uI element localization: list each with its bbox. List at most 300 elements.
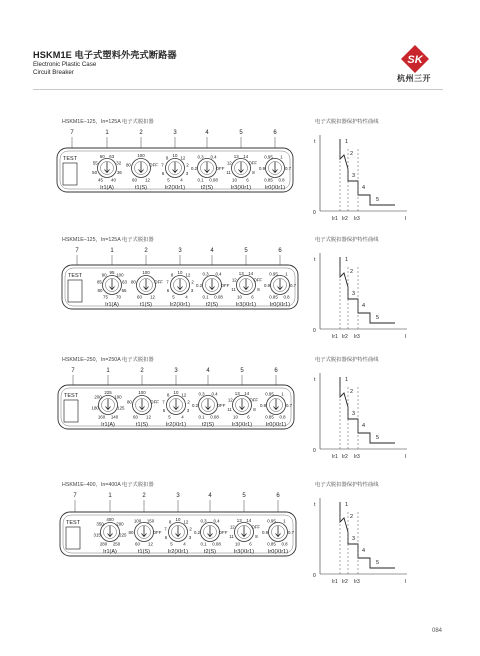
- dial-scale-value: OFF: [154, 279, 163, 285]
- curve-axis-tick: Ir3: [354, 334, 360, 340]
- dial-scale-value: 60: [137, 294, 142, 300]
- axis-t-label: t: [314, 139, 316, 145]
- dial-scale-value: 350: [96, 521, 104, 527]
- dial-label: t2(S): [206, 302, 218, 308]
- callout-number: 3: [174, 368, 178, 374]
- dial-scale-value: 250: [112, 541, 121, 547]
- dial-scale-value: 0.4: [215, 271, 222, 277]
- dial-scale-value: 0.08: [210, 414, 219, 420]
- header-title: HSKM1E 电子式塑料外壳式断路器: [33, 50, 177, 60]
- protection-curve: [312, 367, 412, 467]
- dial-scale-value: 180: [91, 405, 99, 411]
- dial-scale-value: 7: [161, 162, 164, 168]
- rotary-dial[interactable]: [132, 159, 151, 178]
- dial-scale-value: 100: [138, 390, 146, 395]
- callout-number: 4: [208, 493, 212, 499]
- protection-curve: [312, 129, 412, 229]
- curve-segment-number: 3: [352, 291, 356, 297]
- dial-scale-value: 8: [165, 155, 169, 161]
- dial-scale-value: 6: [247, 414, 250, 420]
- dial-scale-value: 140: [110, 414, 119, 420]
- curve-segment-number: 2: [350, 269, 354, 275]
- curve-title: 电子式脱扣器保护特性曲线: [315, 119, 379, 125]
- rotary-dial[interactable]: [271, 276, 290, 295]
- origin-label: 0: [313, 328, 316, 334]
- callout-number: 7: [75, 248, 79, 254]
- dial-label: Ir3(XIr1): [230, 185, 252, 191]
- curve-segment-number: 4: [362, 303, 366, 309]
- section-label: HSKM1E–125，In=125A 电子式脱扣器: [62, 119, 154, 125]
- callout-number: 6: [276, 493, 280, 499]
- dial-scale-value: 160: [97, 414, 106, 420]
- rotary-dial[interactable]: [199, 396, 218, 415]
- dial-scale-value: OFF: [251, 524, 261, 530]
- dial-scale-value: 4: [185, 294, 188, 300]
- page-number: 084: [432, 628, 443, 634]
- origin-label: 0: [313, 573, 316, 579]
- dial-scale-value: 80: [97, 287, 103, 293]
- curve-segment-number: 1: [345, 257, 349, 263]
- dial-scale-value: OFF: [215, 166, 225, 171]
- trip-curve-line: [340, 139, 395, 205]
- dial-scale-value: 0.85: [264, 177, 273, 183]
- dial-scale-value: 0.08: [214, 294, 223, 300]
- dial-label: Ir2(XIr1): [165, 422, 187, 428]
- dial-scale-value: 0.2: [193, 530, 201, 535]
- dial-scale-value: 0.95: [269, 271, 278, 277]
- dial-scale-value: OFF: [152, 530, 162, 535]
- test-label: TEST: [68, 273, 83, 279]
- curve-segment-number: 1: [345, 377, 349, 383]
- curve-segment-number: 3: [352, 536, 356, 542]
- curve-segment-number: 2: [350, 151, 354, 157]
- dial-scale-value: 13: [236, 517, 242, 523]
- trip-unit-panel: [52, 363, 312, 468]
- dial-label: Ir1(A): [100, 185, 114, 191]
- trip-curve-line: [340, 257, 395, 323]
- dial-scale-value: 0.2: [190, 166, 198, 171]
- dial-scale-value: 55: [92, 160, 98, 166]
- dial-scale-value: 12: [181, 392, 187, 398]
- dial-scale-value: 0.2: [191, 403, 199, 408]
- axis-t-label: t: [314, 257, 316, 263]
- dial-scale-value: 0.9: [263, 283, 271, 288]
- dial-scale-value: 1: [285, 271, 288, 277]
- trip-unit-panel: [51, 125, 311, 230]
- dial-scale-value: 10: [233, 414, 238, 420]
- curve-axis-tick: Ir3: [354, 216, 360, 222]
- dial-label: t1(S): [140, 302, 152, 308]
- dial-scale-value: 0.08: [212, 541, 221, 547]
- test-label: TEST: [63, 156, 78, 162]
- curve-axis-tick: Ir1: [332, 454, 338, 460]
- dial-scale-value: 10: [172, 153, 178, 158]
- dial-scale-value: 150: [146, 518, 155, 524]
- dial-scale-value: 4: [180, 177, 183, 183]
- rotary-dial[interactable]: [198, 159, 217, 178]
- dial-scale-value: OFF: [218, 530, 228, 535]
- dial-label: t2(S): [204, 549, 216, 555]
- curve-segment-number: 3: [352, 173, 356, 179]
- rotary-dial[interactable]: [103, 276, 122, 295]
- dial-scale-value: 6: [161, 170, 165, 176]
- dial-scale-value: 14: [246, 517, 252, 523]
- trip-unit-panel: [54, 488, 314, 593]
- curve-title: 电子式脱扣器保护特性曲线: [315, 357, 379, 363]
- dial-scale-value: 8: [170, 272, 174, 278]
- dial-label: Ir3(XIr1): [235, 302, 257, 308]
- dial-scale-value: 100: [133, 518, 142, 524]
- dial-scale-value: 3: [190, 287, 194, 293]
- callout-number: 1: [105, 130, 109, 136]
- dial-scale-value: 36: [116, 169, 122, 175]
- dial-scale-value: 14: [248, 270, 254, 276]
- dial-scale-value: 6: [164, 534, 168, 540]
- curve-segment-number: 2: [350, 389, 354, 395]
- callout-number: 2: [140, 368, 144, 374]
- dial-scale-value: 8: [166, 392, 170, 398]
- dial-label: t1(S): [135, 185, 147, 191]
- curve-title: 电子式脱扣器保护特性曲线: [315, 237, 379, 243]
- curve-axis-tick: Ir2: [342, 334, 348, 340]
- dial-scale-value: 0.8: [281, 541, 288, 547]
- axis-i-label: I: [405, 454, 407, 460]
- dial-scale-value: 8: [168, 519, 172, 525]
- rotary-dial[interactable]: [203, 276, 222, 295]
- test-label: TEST: [66, 520, 81, 526]
- rotary-dial[interactable]: [201, 523, 220, 542]
- curve-axis-tick: Ir3: [354, 579, 360, 585]
- dial-scale-value: 60: [135, 541, 140, 547]
- dial-scale-value: 1: [280, 154, 283, 160]
- section-label: HSKM1E–400，In=400A 电子式脱扣器: [62, 482, 154, 488]
- dial-scale-value: 6: [162, 407, 166, 413]
- dial-scale-value: 0.85: [265, 414, 274, 420]
- test-label: TEST: [64, 393, 79, 399]
- dial-label: Ir2(XIr1): [167, 549, 189, 555]
- dial-scale-value: 200: [94, 394, 102, 400]
- dial-scale-value: 0.1: [200, 541, 207, 547]
- dial-scale-value: 0.8: [278, 177, 285, 183]
- logo-letters: SK: [407, 54, 423, 66]
- callout-number: 5: [239, 130, 243, 136]
- header-divider: [33, 89, 443, 90]
- dial-scale-value: 12: [231, 277, 237, 283]
- dial-scale-value: 63: [122, 279, 128, 285]
- origin-label: 0: [313, 448, 316, 454]
- curve-segment-number: 5: [376, 197, 380, 203]
- callout-number: 3: [173, 130, 177, 136]
- callout-number: 3: [178, 248, 182, 254]
- dial-scale-value: 1: [281, 391, 284, 397]
- dial-scale-value: 0.85: [267, 541, 276, 547]
- section-label: HSKM1E–250，In=250A 电子式脱扣器: [62, 357, 154, 363]
- dial-scale-value: 12: [148, 541, 153, 547]
- dial-scale-value: 100: [114, 394, 122, 400]
- dial-scale-value: 2: [189, 526, 192, 532]
- rotary-dial[interactable]: [137, 276, 156, 295]
- dial-scale-value: 2: [191, 279, 194, 285]
- callout-number: 1: [108, 493, 112, 499]
- dial-scale-value: 0.3: [197, 154, 204, 160]
- test-button[interactable]: [63, 163, 77, 185]
- dial-scale-value: 225: [104, 390, 112, 395]
- callout-number: 5: [240, 368, 244, 374]
- callout-number: 1: [110, 248, 114, 254]
- dial-scale-value: 0.3: [202, 271, 209, 277]
- dial-scale-value: 85: [96, 279, 102, 285]
- dial-scale-value: 14: [244, 390, 250, 396]
- dial-scale-value: 10: [237, 294, 242, 300]
- dial-scale-value: 0.4: [213, 518, 220, 524]
- dial-scale-value: OFF: [150, 399, 159, 405]
- dial-scale-value: 8: [252, 169, 255, 175]
- curve-title: 电子式脱扣器保护特性曲线: [315, 482, 379, 488]
- callout-number: 1: [106, 368, 110, 374]
- rotary-dial[interactable]: [266, 159, 285, 178]
- dial-scale-value: 95: [109, 270, 115, 275]
- callout-number: 4: [206, 368, 210, 374]
- dial-scale-value: 60: [133, 414, 138, 420]
- dial-scale-value: 0.9: [259, 403, 267, 408]
- callout-number: 2: [144, 248, 148, 254]
- curve-axis-tick: Ir2: [342, 454, 348, 460]
- dial-scale-value: 0.95: [265, 391, 274, 397]
- rotary-dial[interactable]: [267, 396, 286, 415]
- dial-scale-value: 11: [231, 286, 236, 292]
- callout-number: 5: [244, 248, 248, 254]
- dial-label: Ir3(XIr1): [233, 549, 255, 555]
- protection-curve: [312, 492, 412, 592]
- rotary-dial[interactable]: [135, 523, 154, 542]
- dial-scale-value: 12: [183, 519, 189, 525]
- test-button[interactable]: [66, 527, 80, 549]
- trip-curve-line: [340, 502, 395, 568]
- dial-label: Ir0(XIr1): [269, 302, 291, 308]
- dial-scale-value: 14: [243, 153, 249, 159]
- dial-scale-value: 11: [227, 406, 232, 412]
- test-button[interactable]: [64, 400, 78, 422]
- dial-scale-value: 6: [249, 541, 252, 547]
- rotary-dial[interactable]: [98, 159, 117, 178]
- section-label: HSKM1E–125，In=125A 电子式脱扣器: [62, 237, 154, 243]
- dial-label: t1(S): [136, 422, 148, 428]
- dial-scale-value: 12: [226, 160, 232, 166]
- dial-scale-value: 0.95: [264, 154, 273, 160]
- dial-scale-value: 0.7: [284, 166, 292, 171]
- dial-scale-value: 8: [253, 406, 256, 412]
- dial-label: t2(S): [201, 185, 213, 191]
- dial-scale-value: 80: [125, 162, 131, 168]
- dial-scale-value: 6: [251, 294, 254, 300]
- dial-scale-value: 40: [111, 177, 116, 183]
- callout-number: 7: [73, 493, 77, 499]
- callout-number: 5: [242, 493, 246, 499]
- curve-axis-tick: Ir3: [354, 454, 360, 460]
- dial-scale-value: 315: [93, 532, 101, 538]
- dial-scale-value: 0.85: [269, 294, 278, 300]
- dial-scale-value: 10: [175, 517, 181, 522]
- dial-scale-value: 0.7: [285, 403, 293, 408]
- rotary-dial[interactable]: [166, 159, 185, 178]
- dial-label: Ir2(XIr1): [169, 302, 191, 308]
- curve-segment-number: 4: [362, 548, 366, 554]
- curve-segment-number: 3: [352, 411, 356, 417]
- curve-segment-number: 1: [345, 139, 349, 145]
- dial-label: Ir1(A): [105, 302, 119, 308]
- brand-logo-icon: [400, 44, 430, 74]
- dial-scale-value: 5: [168, 414, 171, 420]
- axis-i-label: I: [405, 334, 407, 340]
- dial-scale-value: 0.4: [210, 154, 217, 160]
- dial-scale-value: 45: [98, 177, 103, 183]
- dial-scale-value: 12: [227, 397, 233, 403]
- axis-i-label: I: [405, 579, 407, 585]
- dial-scale-value: 6: [166, 287, 170, 293]
- dial-scale-value: 0.1: [202, 294, 209, 300]
- callout-number: 2: [139, 130, 143, 136]
- dial-scale-value: 0.3: [198, 391, 205, 397]
- callout-number: 7: [70, 130, 74, 136]
- dial-label: Ir0(XIr1): [267, 549, 289, 555]
- curve-segment-number: 1: [345, 502, 349, 508]
- callout-number: 3: [176, 493, 180, 499]
- dial-scale-value: 10: [235, 541, 240, 547]
- dial-scale-value: OFF: [220, 283, 230, 288]
- callout-number: 7: [71, 368, 75, 374]
- curve-axis-tick: Ir1: [332, 579, 338, 585]
- rotary-dial[interactable]: [269, 523, 288, 542]
- dial-scale-value: 50: [92, 169, 98, 175]
- rotary-dial[interactable]: [133, 396, 152, 415]
- dial-scale-value: OFF: [149, 162, 158, 168]
- dial-scale-value: 80: [126, 399, 132, 405]
- dial-scale-value: 0.4: [211, 391, 218, 397]
- dial-scale-value: 0.7: [289, 283, 297, 288]
- dial-scale-value: 6: [246, 177, 249, 183]
- dial-scale-value: 0.8: [283, 294, 290, 300]
- dial-scale-value: 5: [170, 541, 173, 547]
- dial-label: Ir0(XIr1): [264, 185, 286, 191]
- dial-label: Ir0(XIr1): [265, 422, 287, 428]
- dial-scale-value: 0.95: [267, 518, 276, 524]
- dial-scale-value: 12: [146, 414, 151, 420]
- curve-axis-tick: Ir2: [342, 216, 348, 222]
- axis-i-label: I: [405, 216, 407, 222]
- dial-scale-value: 4: [181, 414, 184, 420]
- dial-label: Ir2(XIr1): [164, 185, 186, 191]
- dial-scale-value: 65: [121, 287, 127, 293]
- dial-scale-value: 0.08: [209, 177, 218, 183]
- dial-scale-value: 13: [238, 270, 244, 276]
- dial-scale-value: 5: [167, 177, 170, 183]
- dial-scale-value: 60: [132, 177, 137, 183]
- dial-scale-value: 75: [103, 294, 108, 300]
- dial-scale-value: 100: [116, 272, 124, 278]
- dial-scale-value: 0.8: [279, 414, 286, 420]
- dial-scale-value: OFF: [253, 277, 263, 283]
- dial-scale-value: 80: [130, 279, 136, 285]
- dial-scale-value: 0.1: [198, 414, 205, 420]
- dial-scale-value: 8: [255, 533, 258, 539]
- dial-scale-value: 10: [232, 177, 237, 183]
- dial-scale-value: 63: [109, 153, 115, 159]
- dial-scale-value: 0.1: [197, 177, 204, 183]
- curve-axis-tick: Ir1: [332, 216, 338, 222]
- dial-label: t1(S): [138, 549, 150, 555]
- callout-number: 6: [273, 130, 277, 136]
- callout-number: 4: [210, 248, 214, 254]
- dial-scale-value: 13: [233, 153, 239, 159]
- callout-number: 6: [274, 368, 278, 374]
- brand-name: 杭州三开: [397, 74, 431, 83]
- dial-scale-value: 8: [257, 286, 260, 292]
- rotary-dial[interactable]: [169, 523, 188, 542]
- dial-scale-value: 32: [116, 160, 122, 166]
- dial-scale-value: 400: [106, 517, 114, 522]
- rotary-dial[interactable]: [171, 276, 190, 295]
- origin-label: 0: [313, 210, 316, 216]
- curve-axis-tick: Ir2: [342, 579, 348, 585]
- dial-scale-value: 12: [145, 177, 150, 183]
- curve-segment-number: 4: [362, 423, 366, 429]
- dial-scale-value: 7: [166, 279, 169, 285]
- dial-scale-value: 0.7: [287, 530, 295, 535]
- dial-scale-value: 80: [128, 530, 134, 535]
- dial-scale-value: 7: [162, 399, 165, 405]
- dial-scale-value: 7: [164, 526, 167, 532]
- dial-scale-value: 125: [117, 405, 125, 411]
- curve-segment-number: 5: [376, 435, 380, 441]
- protection-curve: [312, 247, 412, 347]
- rotary-dial[interactable]: [167, 396, 186, 415]
- dial-scale-value: 12: [185, 272, 191, 278]
- dial-scale-value: OFF: [248, 160, 258, 166]
- dial-scale-value: 4: [183, 541, 186, 547]
- dial-scale-value: 5: [172, 294, 175, 300]
- dial-scale-value: 225: [119, 532, 127, 538]
- callout-number: 6: [278, 248, 282, 254]
- dial-scale-value: 3: [186, 407, 190, 413]
- dial-scale-value: 60: [99, 153, 105, 159]
- dial-scale-value: 0.9: [261, 530, 269, 535]
- dial-scale-value: 3: [185, 170, 189, 176]
- dial-scale-value: 90: [101, 272, 107, 278]
- curve-segment-number: 5: [376, 315, 380, 321]
- dial-scale-value: 280: [99, 541, 108, 547]
- callout-number: 4: [205, 130, 209, 136]
- dial-scale-value: 1: [283, 518, 286, 524]
- dial-scale-value: 11: [229, 533, 234, 539]
- axis-t-label: t: [314, 502, 316, 508]
- dial-scale-value: 100: [142, 270, 150, 275]
- axis-t-label: t: [314, 377, 316, 383]
- dial-scale-value: 100: [137, 153, 145, 158]
- dial-scale-value: 0.9: [258, 166, 266, 171]
- dial-scale-value: 11: [226, 169, 231, 175]
- dial-scale-value: 200: [116, 521, 124, 527]
- curve-segment-number: 5: [376, 560, 380, 566]
- dial-scale-value: 2: [187, 399, 190, 405]
- trip-curve-line: [340, 377, 395, 443]
- curve-segment-number: 2: [350, 514, 354, 520]
- dial-scale-value: 70: [116, 294, 121, 300]
- test-button[interactable]: [68, 280, 82, 302]
- dial-label: Ir3(XIr1): [231, 422, 253, 428]
- curve-segment-number: 4: [362, 185, 366, 191]
- dial-label: Ir1(A): [101, 422, 115, 428]
- dial-label: Ir1(A): [103, 549, 117, 555]
